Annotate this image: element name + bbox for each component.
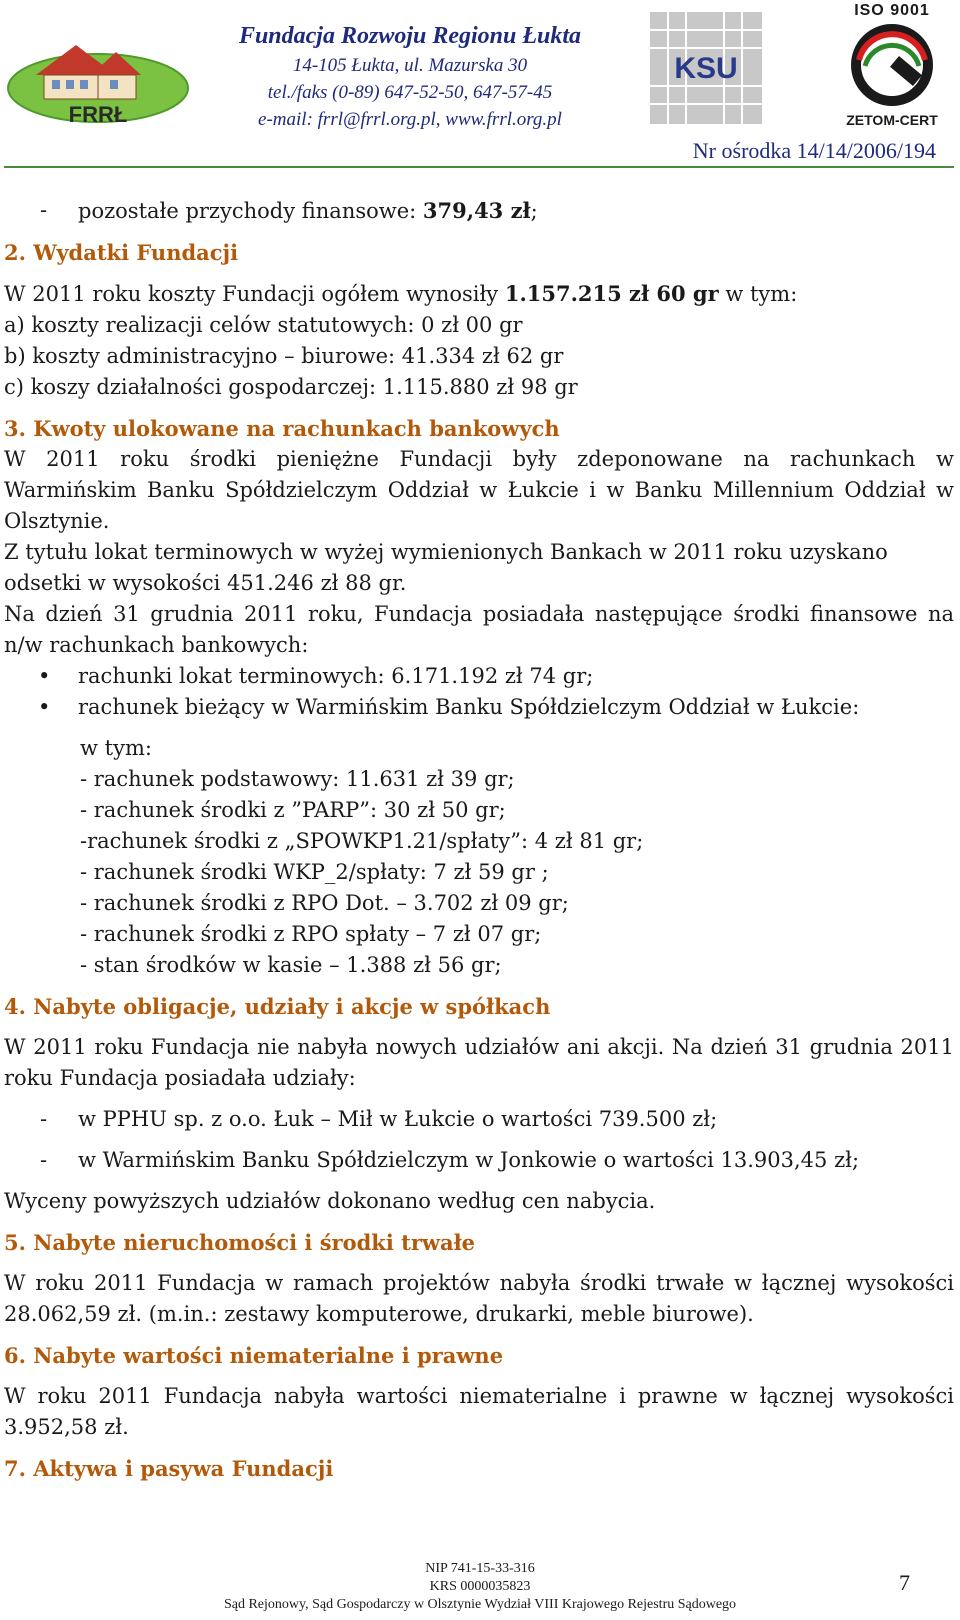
paragraph: W roku 2011 Fundacja nabyła wartości niematerialne i prawne w łącznej wysokości 3.952,58 zł. [4, 1384, 954, 1439]
centre-number: Nr ośrodka 14/14/2006/194 [692, 138, 936, 163]
zetom-cert-logo [847, 20, 937, 106]
sub-item: - stan środków w kasie – 1.388 zł 56 gr; [80, 953, 502, 977]
sub-item: - rachunek środki WKP_2/spłaty: 7 zł 59 gr ; [80, 860, 549, 884]
sub-item: -rachunek środki z „SPOWKP1.21/spłaty”: 4 zł 81 gr; [80, 829, 644, 853]
section-heading: 4. Nabyte obligacje, udziały i akcje w spółkach [4, 994, 551, 1019]
cost-item: b) koszty administracyjno – biurowe: 41.334 zł 62 gr [4, 344, 564, 368]
ksu-logo [650, 12, 762, 124]
paragraph: W 2011 roku Fundacja nie nabyła nowych udziałów ani akcji. Na dzień 31 grudnia 2011 roku Fundacja posiadała udziały: [4, 1035, 954, 1090]
section-heading: 2. Wydatki Fundacji [4, 240, 239, 265]
sub-item: - rachunek podstawowy: 11.631 zł 39 gr; [80, 767, 515, 791]
paragraph: W 2011 roku środki pieniężne Fundacji były zdeponowane na rachunkach w Warmińskim Banku Spółdzielczym Oddział w Łukcie i w Banku Millennium Oddział w Olsztynie. [4, 447, 954, 533]
ksu-logo-text: KSU [674, 52, 738, 85]
section-heading: 3. Kwoty ulokowane na rachunkach bankowych [4, 416, 560, 441]
list-item: - w PPHU sp. z o.o. Łuk – Mił w Łukcie o wartości 739.500 zł; [4, 1104, 954, 1135]
sub-item: - rachunek środki z ”PARP”: 30 zł 50 gr; [80, 798, 506, 822]
organization-info [200, 20, 620, 133]
bullet-marker: • [38, 695, 51, 719]
paragraph: W 2011 roku koszty Fundacji ogółem wynosiły 1.157.215 zł 60 gr w tym: [4, 281, 798, 306]
iso-title: ISO 9001 [854, 2, 930, 19]
paragraph: Wyceny powyższych udziałów dokonano według cen nabycia. [4, 1189, 656, 1213]
list-item [4, 195, 954, 227]
footer-court: Sąd Rejonowy, Sąd Gospodarczy w Olsztynie Wydział VIII Krajowego Rejestru Sądowego [223, 1597, 737, 1612]
org-phone: tel./faks (0-89) 647-52-50, 647-57-45 [267, 82, 553, 103]
paragraph: Na dzień 31 grudnia 2011 roku, Fundacja posiadała następujące środki finansowe na n/w rachunkach bankowych: [4, 602, 954, 657]
dash-marker: - [40, 1107, 48, 1131]
org-email: e-mail: frrl@frrl.org.pl, www.frrl.org.pl [258, 109, 562, 130]
org-address: 14-105 Łukta, ul. Mazurska 30 [292, 55, 528, 76]
iso-sub: ZETOM-CERT [846, 112, 938, 128]
dash-marker: - [40, 198, 48, 222]
page-header [0, 0, 960, 170]
page-footer [0, 1560, 960, 1614]
footer-nip: NIP 741-15-33-316 [425, 1561, 535, 1576]
header-divider [4, 166, 954, 168]
bullet-marker: • [38, 664, 51, 688]
dash-marker: - [40, 1148, 48, 1172]
section-heading: 7. Aktywa i pasywa Fundacji [4, 1456, 334, 1481]
paragraph: W roku 2011 Fundacja w ramach projektów nabyła środki trwałe w łącznej wysokości 28.062,59 zł. (m.in.: zestawy komputerowe, drukarki, meble biurowe). [4, 1271, 954, 1326]
income-other: pozostałe przychody finansowe: 379,43 zł; [78, 198, 538, 223]
sub-item: - rachunek środki z RPO spłaty – 7 zł 07 gr; [80, 922, 542, 946]
cost-item: a) koszty realizacji celów statutowych: 0 zł 00 gr [4, 313, 523, 337]
section-heading: 5. Nabyte nieruchomości i środki trwałe [4, 1230, 476, 1255]
frrl-logo [6, 30, 196, 125]
page-number: 7 [899, 1570, 910, 1595]
document-body [4, 195, 954, 1484]
org-name: Fundacja Rozwoju Regionu Łukta [238, 23, 582, 49]
frrl-logo-text: FRRŁ [68, 102, 128, 125]
cost-item: c) koszy działalności gospodarczej: 1.115.880 zł 98 gr [4, 375, 578, 399]
iso-certificate [832, 2, 952, 128]
footer-krs: KRS 0000035823 [429, 1579, 531, 1594]
sub-item: w tym: [80, 736, 152, 760]
paragraph: Z tytułu lokat terminowych w wyżej wymienionych Bankach w 2011 roku uzyskano odsetki w wysokości 451.246 zł 88 gr. [4, 540, 888, 595]
list-item: • rachunek bieżący w Warmińskim Banku Spółdzielczym Oddział w Łukcie: [4, 692, 954, 723]
list-item: • rachunki lokat terminowych: 6.171.192 zł 74 gr; [4, 661, 954, 692]
list-item: - w Warmińskim Banku Spółdzielczym w Jonkowie o wartości 13.903,45 zł; [4, 1145, 954, 1176]
sub-item: - rachunek środki z RPO Dot. – 3.702 zł 09 gr; [80, 891, 569, 915]
section-heading: 6. Nabyte wartości niematerialne i prawne [4, 1343, 504, 1368]
